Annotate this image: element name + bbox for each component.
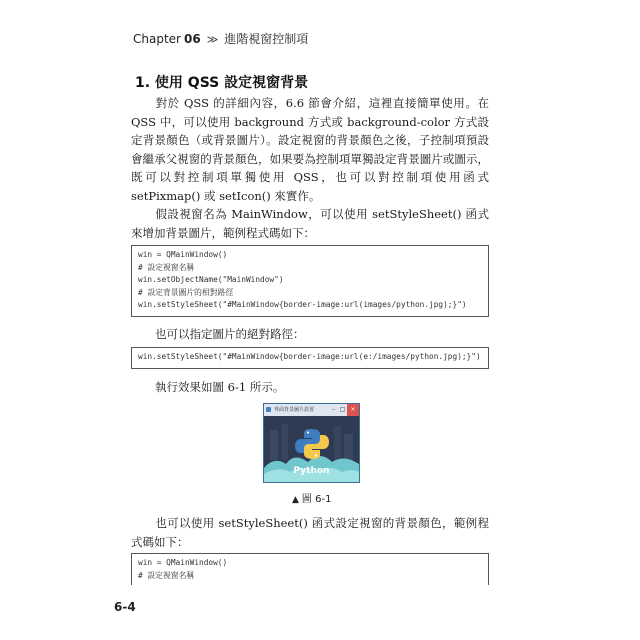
paragraph-example-text: 假設視窗名為 MainWindow，可以使用 setStyleSheet() 函式來增加背景圖片，範例程式碼如下：: [131, 207, 489, 240]
building-shape: [344, 434, 353, 460]
page-number: 6-4: [114, 600, 136, 614]
section-title: 1. 使用 QSS 設定視窗背景: [135, 75, 309, 91]
building-shape: [270, 430, 278, 460]
building-shape: [334, 426, 341, 460]
paragraph-intro-text: 對於 QSS 的詳細內容，6.6 節會介紹，這裡直接簡單使用。在 QSS 中，可以使用 background 方式或 background-color 方式設定背景顏色（或背景圖片）。設定視窗的背景顏色之後，子控制項預設會繼承父視窗的背景顏色，如果要為控制項單獨設定背景圖片或圖示，既可以對控制項單獨使用 QSS，也可以對控制項使用函式 setPixmap() 或 setIcon() 來實作。: [131, 96, 489, 203]
figure-caption-text: 圖 6-1: [301, 494, 332, 505]
running-header: [133, 30, 308, 47]
code-line: # 設定背景圖片的相對路徑: [138, 287, 234, 297]
double-chevron-icon: ≫: [206, 33, 219, 46]
chapter-title: 進階視窗控制項: [224, 32, 309, 46]
building-shape: [282, 424, 288, 460]
figure-titlebar: [264, 404, 359, 416]
code-line: win = QMainWindow(): [138, 558, 228, 567]
paragraph-example: [131, 205, 489, 242]
code-line: win.setObjectName("MainWindow"): [138, 275, 284, 284]
paragraph-result-text: 執行效果如圖 6-1 所示。: [155, 380, 285, 394]
figure-caption: [292, 490, 331, 505]
maximize-icon: □: [339, 406, 346, 413]
code-line: # 設定視窗名稱: [138, 570, 195, 580]
figure-window-screenshot: [263, 403, 360, 483]
chapter-label: Chapter: [133, 32, 181, 46]
python-logo-text: Python: [293, 466, 330, 476]
figure-window-title: 界面背景圖片設置: [274, 407, 315, 413]
code-line: win = QMainWindow(): [138, 250, 228, 259]
triangle-up-icon: ▲: [292, 495, 299, 505]
code-block-relative-path: [131, 245, 489, 317]
code-block-absolute-path: [131, 347, 489, 369]
code-line: win.setStyleSheet("#MainWindow{border-image:url(e:/images/python.jpg);}"): [138, 352, 481, 361]
code-line: # 設定視窗名稱: [138, 262, 195, 272]
paragraph-absolute-path-text: 也可以指定圖片的絕對路徑：: [155, 327, 305, 341]
app-icon: [266, 407, 271, 412]
python-background-image: [264, 416, 359, 482]
minimize-icon: –: [332, 406, 335, 413]
paragraph-bg-color-text: 也可以使用 setStyleSheet() 函式設定視窗的背景顏色，範例程式碼如下：: [131, 516, 489, 549]
paragraph-result: [131, 378, 489, 397]
chapter-number: 06: [183, 32, 201, 46]
paragraph-intro: [131, 94, 489, 205]
close-icon: ×: [347, 404, 359, 416]
paragraph-bg-color: [131, 514, 489, 551]
window-controls: [329, 404, 359, 416]
paragraph-absolute-path: [131, 325, 489, 344]
code-line: win.setStyleSheet("#MainWindow{border-image:url(images/python.jpg);}"): [138, 300, 467, 309]
code-block-bg-color: [131, 553, 489, 585]
